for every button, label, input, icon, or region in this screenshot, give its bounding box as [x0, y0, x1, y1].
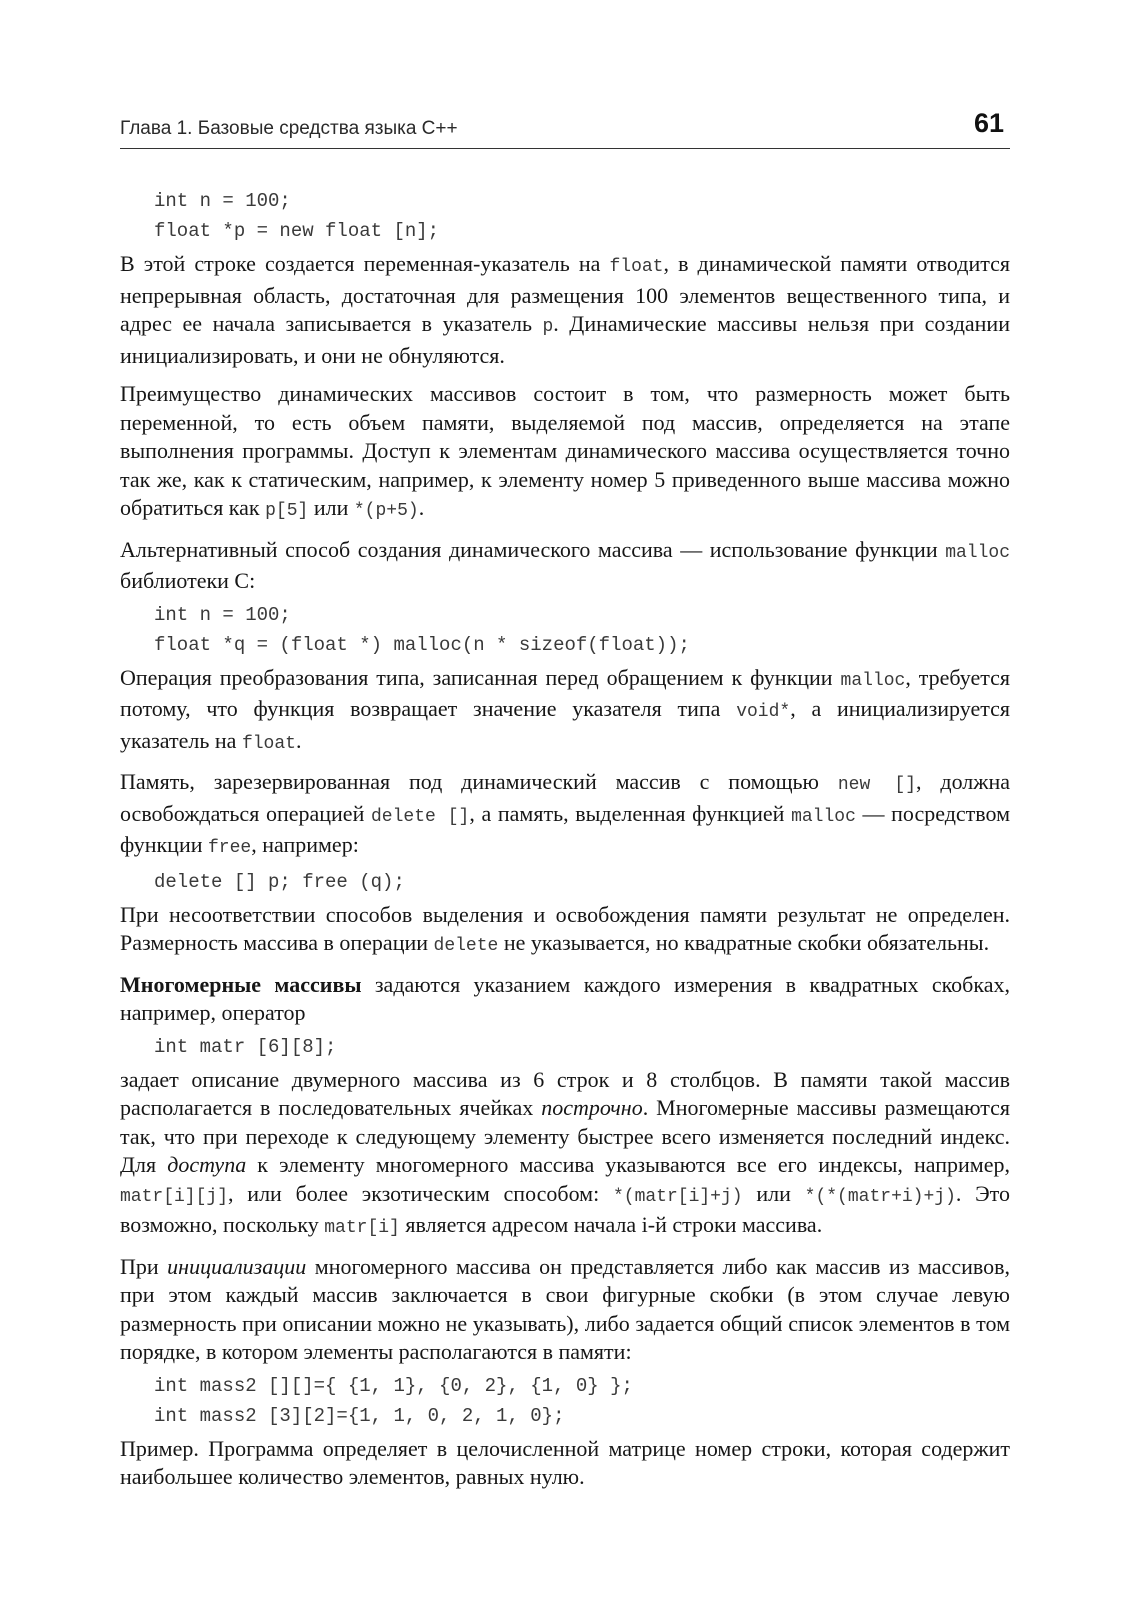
- text-run: , а память, выделенная функцией: [469, 800, 792, 826]
- text-run: , требуется потому, что функция возвращает значение указателя типа: [120, 664, 1010, 721]
- text-run: к элементу многомерного массива указываются все его индексы, например,: [246, 1152, 1010, 1177]
- inline-code: *(p+5): [353, 501, 419, 521]
- code-line: int mass2 [][]={ {1, 1}, {0, 2}, {1, 0} };: [154, 1374, 633, 1397]
- code-line: int mass2 [3][2]={1, 1, 0, 2, 1, 0};: [154, 1404, 565, 1427]
- code-line: delete [] p; free (q);: [154, 870, 405, 893]
- text-run: . Динамические массивы нельзя при создании инициализировать, и они не обнуляются.: [120, 311, 1010, 368]
- inline-code: new []: [837, 775, 917, 795]
- inline-code: matr[i]: [324, 1218, 400, 1238]
- paragraph-dynamic-pointer: [120, 250, 1010, 370]
- text-run: библиотеки С:: [120, 568, 256, 593]
- inline-code: void*: [736, 702, 791, 722]
- paragraph-mismatch: [120, 901, 1010, 961]
- text-run: , или более экзотическим способом:: [228, 1180, 613, 1206]
- running-header: [120, 108, 1010, 149]
- inline-code: delete []: [370, 806, 470, 827]
- text-run: , а инициализируется указатель на: [120, 696, 1010, 753]
- text-run: задает описание двумерного массива из 6 строк и 8 столбцов. В памяти такой массив располагается в последовательных ячейках: [120, 1066, 1010, 1120]
- text-run: .: [295, 727, 302, 753]
- bold-term: Многомерные массивы: [120, 971, 362, 997]
- code-line: float *q = (float *) malloc(n * sizeof(float));: [154, 633, 690, 656]
- code-block-delete: [120, 867, 1010, 897]
- paragraph-type-cast: [120, 664, 1010, 759]
- text-run: Память, зарезервированная под динамический массив с помощью: [120, 769, 838, 794]
- paragraph-advantage: [120, 380, 1010, 526]
- inline-code: delete: [433, 936, 499, 956]
- text-run: При: [120, 1253, 168, 1279]
- paragraph-matrix-layout: [120, 1066, 1010, 1243]
- text-run: В этой строке создается переменная-указатель на: [120, 251, 610, 276]
- inline-code: malloc: [840, 670, 906, 691]
- text-run: Пример. Программа определяет в целочисленной матрице номер строки, которая содержит наибольшее количество элементов, равных нулю.: [120, 1435, 1010, 1489]
- inline-code: *(*(matr+i)+j): [804, 1186, 956, 1207]
- inline-code: *(matr[i]+j): [612, 1186, 743, 1207]
- text-run: При несоответствии способов выделения и освобождения памяти результат не определен. Размерность массива в операции: [120, 901, 1010, 955]
- inline-code: p[5]: [265, 501, 309, 521]
- inline-code: p: [542, 317, 554, 337]
- code-block-new-array: [120, 186, 1010, 246]
- text-run: — посредством функции: [120, 800, 1011, 857]
- code-line: int n = 100;: [154, 190, 291, 212]
- code-block-mass2: [120, 1371, 1010, 1431]
- text-run: или: [742, 1180, 805, 1206]
- italic-term: построчно: [541, 1095, 643, 1120]
- text-run: . Многомерные массивы размещаются так, что при переходе к следующему элементу быстрее всего изменяется последний индекс. Для: [120, 1095, 1010, 1177]
- inline-code: free: [208, 838, 252, 858]
- inline-code: float: [241, 733, 296, 754]
- text-run: Преимущество динамических массивов состоит в том, что размерность может быть переменной, то есть объем памяти, выделяемой под массив, определяется на этапе выполнения программы. Доступ к элементам динамического массива осуществляется точно так же, как к статическим, например, к элементу номер 5 приведенного выше массива можно обратиться как: [120, 381, 1010, 520]
- text-run: Альтернативный способ создания динамического массива — использование функции: [120, 536, 946, 562]
- chapter-title: Глава 1. Базовые средства языка С++: [120, 118, 458, 139]
- code-line: int matr [6][8];: [154, 1035, 337, 1058]
- code-block-malloc: [120, 600, 1010, 660]
- text-run: , например:: [251, 832, 359, 857]
- inline-code: float: [609, 257, 664, 277]
- inline-code: malloc: [791, 806, 856, 827]
- paragraph-initialization: [120, 1253, 1010, 1367]
- italic-term: инициализации: [167, 1253, 307, 1279]
- code-line: int n = 100;: [154, 603, 291, 626]
- text-run: или: [308, 495, 354, 520]
- code-block-matr: [120, 1032, 1010, 1062]
- text-run: Операция преобразования типа, записанная перед обращением к функции: [120, 664, 841, 690]
- inline-code: matr[i][j]: [120, 1186, 229, 1207]
- text-run: задаются указанием каждого измерения в квадратных скобках, например, оператор: [120, 971, 1010, 1025]
- page-number: 61: [973, 108, 1004, 138]
- paragraph-malloc-alternative: [120, 536, 1010, 596]
- page-body: [120, 186, 1010, 1492]
- text-run: является адресом начала i-й строки массива.: [399, 1212, 823, 1237]
- text-run: не указывается, но квадратные скобки обязательны.: [498, 930, 990, 955]
- italic-term: доступа: [167, 1152, 247, 1177]
- code-line: float *p = new float [n];: [154, 220, 440, 242]
- paragraph-multidim: [120, 971, 1010, 1028]
- inline-code: malloc: [945, 542, 1010, 563]
- text-run: . Это возможно, поскольку: [120, 1180, 1010, 1237]
- text-run: , должна освобождаться операцией: [120, 769, 1010, 826]
- paragraph-free-memory: [120, 768, 1010, 863]
- text-run: многомерного массива он представляется либо как массив из массивов, при этом каждый массив заключается в свои фигурные скобки (в этом случае левую размерность при описании можно не указывать), либо задается общий список элементов в том порядке, в котором элементы располагаются в памяти:: [120, 1253, 1010, 1364]
- paragraph-example: [120, 1435, 1010, 1492]
- text-run: , в динамической памяти отводится непрерывная область, достаточная для размещения 100 элементов вещественного типа, и адрес ее начала записывается в указатель: [120, 251, 1010, 336]
- text-run: .: [418, 495, 425, 520]
